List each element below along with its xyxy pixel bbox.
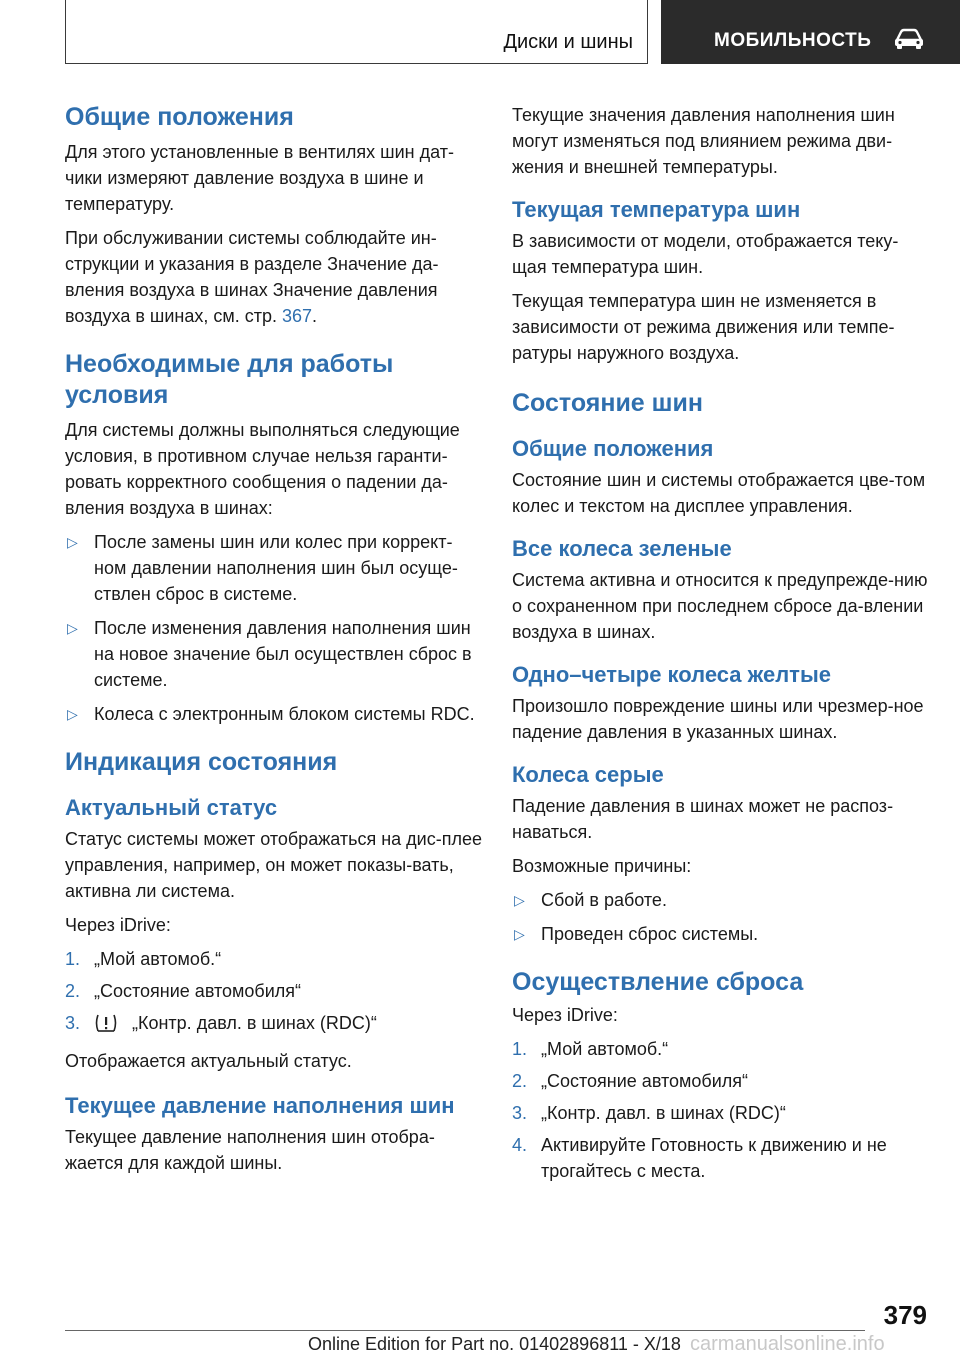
list-item: ▷ Колеса с электронным блоком системы RDC. (65, 701, 483, 727)
paragraph-grey: Падение давления в шинах может не распоз-наваться. (512, 796, 894, 842)
heading-grey: Колеса серые (512, 762, 664, 787)
paragraph-service-text: При обслуживании системы соблюдайте ин-струкции и указания в разделе Значение да-вления воздуха в шинах Значение давления воздуха в шинах, см. стр. (65, 228, 439, 326)
step-item: 2. „Состояние автомобиля“ (65, 981, 302, 1001)
step-item: 2. „Состояние автомобиля“ (512, 1071, 749, 1091)
heading-tire-state: Состояние шин (512, 389, 703, 417)
reset-steps (512, 1036, 930, 1184)
paragraph-status-shown: Отображается актуальный статус. (65, 1051, 352, 1071)
paragraph-temperature: В зависимости от модели, отображается теку-щая температура шин. (512, 231, 899, 277)
page-number: 379 (883, 1300, 927, 1330)
left-column (65, 102, 483, 1176)
heading-general: Общие положения (65, 103, 294, 131)
header-section-box (65, 0, 648, 64)
page-link-367[interactable]: 367 (281, 306, 313, 326)
heading-current-temperature: Текущая температура шин (512, 197, 801, 222)
paragraph-service (65, 225, 483, 329)
triangle-bullet-icon: ▷ (67, 534, 78, 550)
header-section-title: Диски и шины (503, 31, 633, 53)
heading-yellow: Одно–четыре колеса желтые (512, 662, 831, 687)
heading-current-pressure: Текущее давление наполнения шин (65, 1093, 455, 1118)
car-icon (893, 28, 925, 55)
paragraph-temperature-note: Текущая температура шин не изменяется в зависимости от режима движения или темпе-ратуры наружного воздуха. (512, 291, 895, 363)
step-item: 3. „Контр. давл. в шинах (RDC)“ (512, 1103, 786, 1123)
right-column (512, 102, 930, 1184)
heading-conditions: Необходимые для работы условия (65, 350, 394, 409)
heading-all-green: Все колеса зеленые (512, 536, 732, 561)
paragraph-conditions: Для системы должны выполняться следующие условия, в противном случае нельзя гаранти-ровать корректного сообщения о падении да-вления воздуха в шинах: (65, 420, 460, 518)
triangle-bullet-icon: ▷ (67, 706, 78, 722)
header-chapter-title: МОБИЛЬНОСТЬ (714, 30, 872, 51)
heading-status-display: Индикация состояния (65, 748, 338, 776)
heading-general-right: Общие положения (512, 436, 714, 461)
step-item: 4. Активируйте Готовность к движению и не трогайтесь с места. (512, 1135, 887, 1181)
tire-pressure-warning-icon (94, 1013, 118, 1040)
paragraph-pressure: Текущее давление наполнения шин отобра-жается для каждой шины. (65, 1127, 435, 1173)
paragraph-yellow: Произошло повреждение шины или чрезмер-ное падение давления в указанных шинах. (512, 696, 924, 742)
paragraph-idrive-reset: Через iDrive: (512, 1005, 618, 1025)
paragraph-pressure-change: Текущие значения давления наполнения шин могут изменяться под влиянием режима дви-жения и внешней температуры. (512, 105, 895, 177)
status-steps (65, 946, 483, 1040)
list-item: ▷ После изменения давления наполнения шин на новое значение был осуществлен сброс в системе. (65, 615, 483, 693)
list-item: ▷ Проведен сброс системы. (512, 921, 930, 947)
step-item: 1. „Мой автомоб.“ (65, 949, 222, 969)
paragraph-idrive: Через iDrive: (65, 915, 171, 935)
triangle-bullet-icon: ▷ (67, 620, 78, 636)
triangle-bullet-icon: ▷ (514, 892, 525, 908)
triangle-bullet-icon: ▷ (514, 926, 525, 942)
header-chapter-box (661, 0, 960, 64)
reasons-list (512, 887, 930, 947)
heading-current-status: Актуальный статус (65, 795, 278, 820)
paragraph-reasons: Возможные причины: (512, 856, 692, 876)
watermark: carmanualsonline.info (690, 1333, 885, 1355)
paragraph-service-end: . (312, 306, 318, 326)
heading-reset: Осуществление сброса (512, 968, 804, 996)
footer-edition: Online Edition for Part no. 01402896811 - X/18 (308, 1334, 681, 1354)
paragraph-state: Состояние шин и системы отображается цве-том колес и текстом на дисплее управления. (512, 470, 926, 516)
list-item: ▷ После замены шин или колес при коррект-ном давлении наполнения шин был осуще-ствлен сброс в системе. (65, 529, 483, 607)
footer-divider (65, 1330, 865, 1331)
conditions-list (65, 529, 483, 727)
step-item: 1. „Мой автомоб.“ (512, 1039, 669, 1059)
list-item: ▷ Сбой в работе. (512, 887, 930, 913)
paragraph-status: Статус системы может отображаться на дис-плее управления, например, он может показы-вать, активна ли система. (65, 829, 483, 901)
paragraph-sensors: Для этого установленные в вентилях шин дат-чики измеряют давление воздуха в шине и температуру. (65, 142, 454, 214)
paragraph-all-green: Система активна и относится к предупрежде-нию о сохраненном при последнем сбросе да-влении воздуха в шинах. (512, 570, 928, 642)
step-item: 3. „Контр. давл. в шинах (RDC)“ (65, 1010, 483, 1040)
